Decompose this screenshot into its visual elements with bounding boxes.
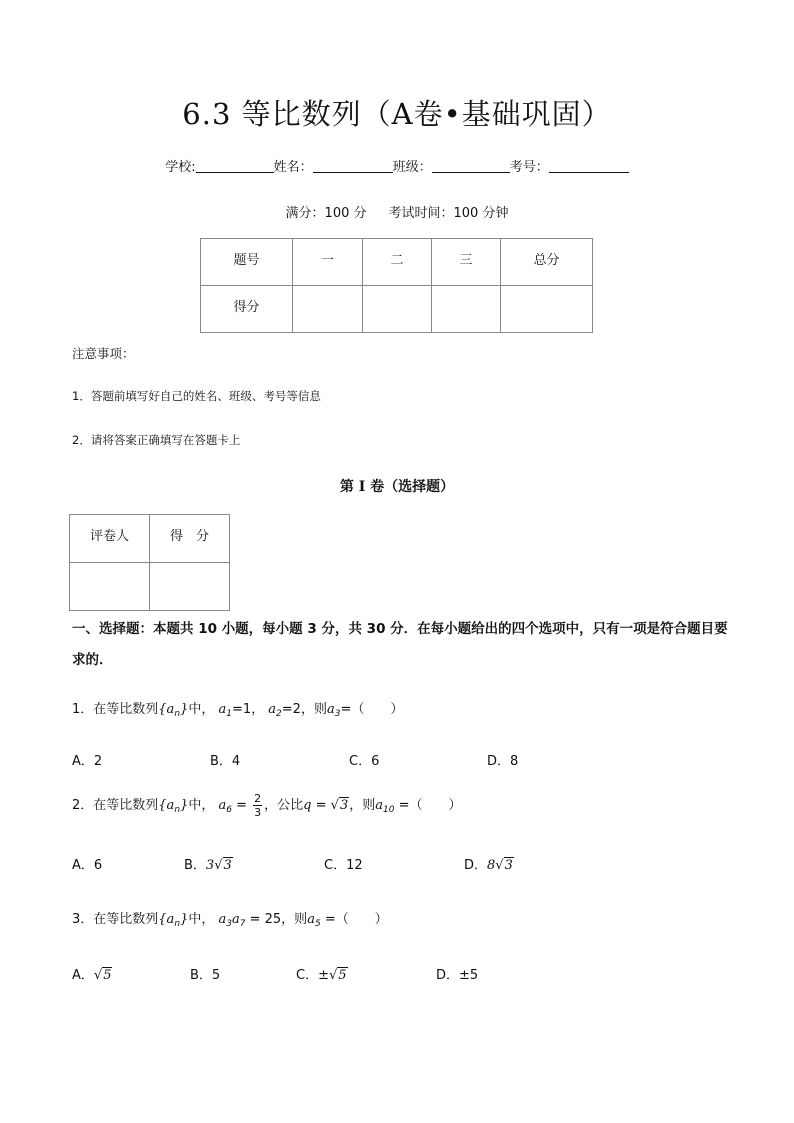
- grader-header-cell: 评卷人: [70, 515, 150, 563]
- subscript: n: [174, 919, 181, 929]
- math-text: =: [231, 798, 252, 813]
- question-text: 2．在等比数列: [72, 798, 159, 813]
- subscript: 10: [383, 805, 395, 815]
- grader-table-header-row: [70, 515, 230, 563]
- grader-table: [69, 514, 230, 611]
- answer-bracket: =（ ）: [394, 798, 462, 813]
- question-1-stem: [72, 698, 403, 719]
- math-coef: 3: [205, 858, 215, 873]
- score-table: [200, 238, 593, 333]
- option-a[interactable]: [72, 964, 112, 983]
- radicand: 5: [338, 968, 347, 983]
- notice-heading: 注意事项：: [72, 346, 135, 361]
- grader-cell[interactable]: [150, 563, 230, 611]
- question-text: ，则: [281, 912, 308, 927]
- question-text: 中，: [188, 912, 215, 927]
- score-table-header-row: [201, 239, 593, 286]
- fraction-numerator: 2: [254, 792, 262, 805]
- question-text: 中，: [188, 798, 215, 813]
- grader-cell[interactable]: [70, 563, 150, 611]
- subscript: 2: [276, 709, 282, 719]
- option-c[interactable]: C．12: [324, 858, 363, 873]
- option-d[interactable]: [436, 964, 478, 983]
- option-label: D．: [436, 968, 460, 983]
- sqrt-symbol: √: [93, 968, 103, 983]
- math-var: a: [326, 702, 335, 717]
- name-blank[interactable]: [313, 158, 393, 173]
- math-var: a: [218, 702, 227, 717]
- math-text: =1，: [231, 702, 265, 717]
- option-d[interactable]: [464, 854, 514, 873]
- fraction-denominator: 3: [254, 806, 262, 819]
- exam-time: 考试时间：100 分钟: [388, 206, 509, 221]
- number-label: 考号：: [509, 160, 549, 175]
- exam-meta-line: [0, 202, 794, 221]
- grader-table-row: [70, 563, 230, 611]
- class-label: 班级：: [392, 160, 432, 175]
- radicand: 3: [504, 858, 513, 873]
- class-blank[interactable]: [432, 158, 510, 173]
- sqrt-symbol: √: [330, 798, 339, 813]
- section-heading: 一、选择题：本题共 10 小题，每小题 3 分，共 30 分．在每小题给出的四个选项中，只有一项是符合题目要求的．: [72, 621, 728, 668]
- question-2-stem: [72, 792, 462, 819]
- question-text: ，公比: [264, 798, 304, 813]
- number-blank[interactable]: [549, 158, 629, 173]
- subscript: 5: [314, 919, 321, 929]
- option-label: B．: [184, 858, 206, 873]
- volume-title: 第 I 卷（选择题）: [339, 479, 455, 495]
- math-var: a: [218, 912, 227, 927]
- question-3-stem: [72, 908, 388, 929]
- math-coef: 8: [487, 858, 496, 873]
- score-cell[interactable]: [432, 286, 501, 333]
- school-label: 学校:: [165, 160, 196, 175]
- subscript: 6: [226, 805, 232, 815]
- option-b[interactable]: B．4: [210, 754, 241, 769]
- math-var: a: [268, 702, 277, 717]
- subscript: 1: [226, 709, 232, 719]
- math-var: q: [303, 798, 312, 813]
- score-header-cell: 总分: [501, 239, 593, 286]
- math-text: = 25: [245, 912, 282, 927]
- sequence-symbol: {a: [158, 912, 175, 927]
- question-text: 1．在等比数列: [72, 702, 159, 717]
- subscript: 3: [226, 919, 232, 929]
- sequence-symbol: {a: [158, 798, 175, 813]
- answer-bracket: =（ ）: [320, 912, 388, 927]
- math-text: =: [311, 798, 331, 813]
- option-c[interactable]: C．6: [349, 754, 380, 769]
- notice-item: 1．答题前填写好自己的姓名、班级、考号等信息: [72, 389, 321, 403]
- fraction: [253, 792, 262, 819]
- math-var: a: [231, 912, 240, 927]
- option-a[interactable]: A．2: [72, 754, 103, 769]
- subscript: n: [174, 805, 181, 815]
- subscript: 3: [334, 709, 341, 719]
- radicand: 3: [339, 798, 349, 813]
- score-cell[interactable]: [363, 286, 432, 333]
- score-header-cell: 二: [363, 239, 432, 286]
- math-var: a: [307, 912, 315, 927]
- option-label: A．: [72, 968, 94, 983]
- math-text: =2，则: [281, 702, 327, 717]
- student-info-line: [0, 156, 794, 175]
- subscript: 7: [239, 919, 246, 929]
- sequence-close: }: [180, 702, 189, 717]
- sqrt-symbol: √: [328, 968, 338, 983]
- score-header-cell: 一: [293, 239, 363, 286]
- sequence-symbol: {a: [158, 702, 175, 717]
- sequence-close: }: [180, 912, 189, 927]
- math-var: a: [218, 798, 227, 813]
- option-c[interactable]: [296, 964, 348, 983]
- option-label: D．: [464, 858, 488, 873]
- radicand: 3: [223, 858, 232, 873]
- score-header-cell: 题号: [201, 239, 293, 286]
- grader-header-cell: 得 分: [150, 515, 230, 563]
- score-cell[interactable]: [501, 286, 593, 333]
- subscript: n: [174, 709, 181, 719]
- option-value: ±5: [459, 968, 479, 983]
- page-title: 6.3 等比数列（A卷•基础巩固）: [182, 97, 612, 131]
- score-table-row: [201, 286, 593, 333]
- sqrt-symbol: √: [495, 858, 504, 873]
- math-var: a: [375, 798, 384, 813]
- plus-minus-symbol: ±: [318, 968, 329, 983]
- name-label: 姓名：: [273, 160, 313, 175]
- score-cell[interactable]: [293, 286, 363, 333]
- sqrt-symbol: √: [214, 858, 223, 873]
- option-b[interactable]: B．5: [190, 968, 221, 983]
- option-d[interactable]: D．8: [487, 754, 519, 769]
- notice-item: 2．请将答案正确填写在答题卡上: [72, 433, 241, 447]
- option-a[interactable]: A．6: [72, 858, 103, 873]
- option-b[interactable]: [184, 854, 233, 873]
- school-blank[interactable]: [196, 158, 274, 173]
- question-text: 3．在等比数列: [72, 912, 159, 927]
- question-text: 中，: [188, 702, 215, 717]
- question-text: ，则: [349, 798, 376, 813]
- option-label: C．: [296, 968, 319, 983]
- score-row-label: 得分: [201, 286, 293, 333]
- full-score: 满分：100 分: [285, 206, 367, 221]
- radicand: 5: [103, 968, 112, 983]
- sequence-close: }: [180, 798, 189, 813]
- answer-bracket: =（ ）: [340, 702, 404, 717]
- score-header-cell: 三: [432, 239, 501, 286]
